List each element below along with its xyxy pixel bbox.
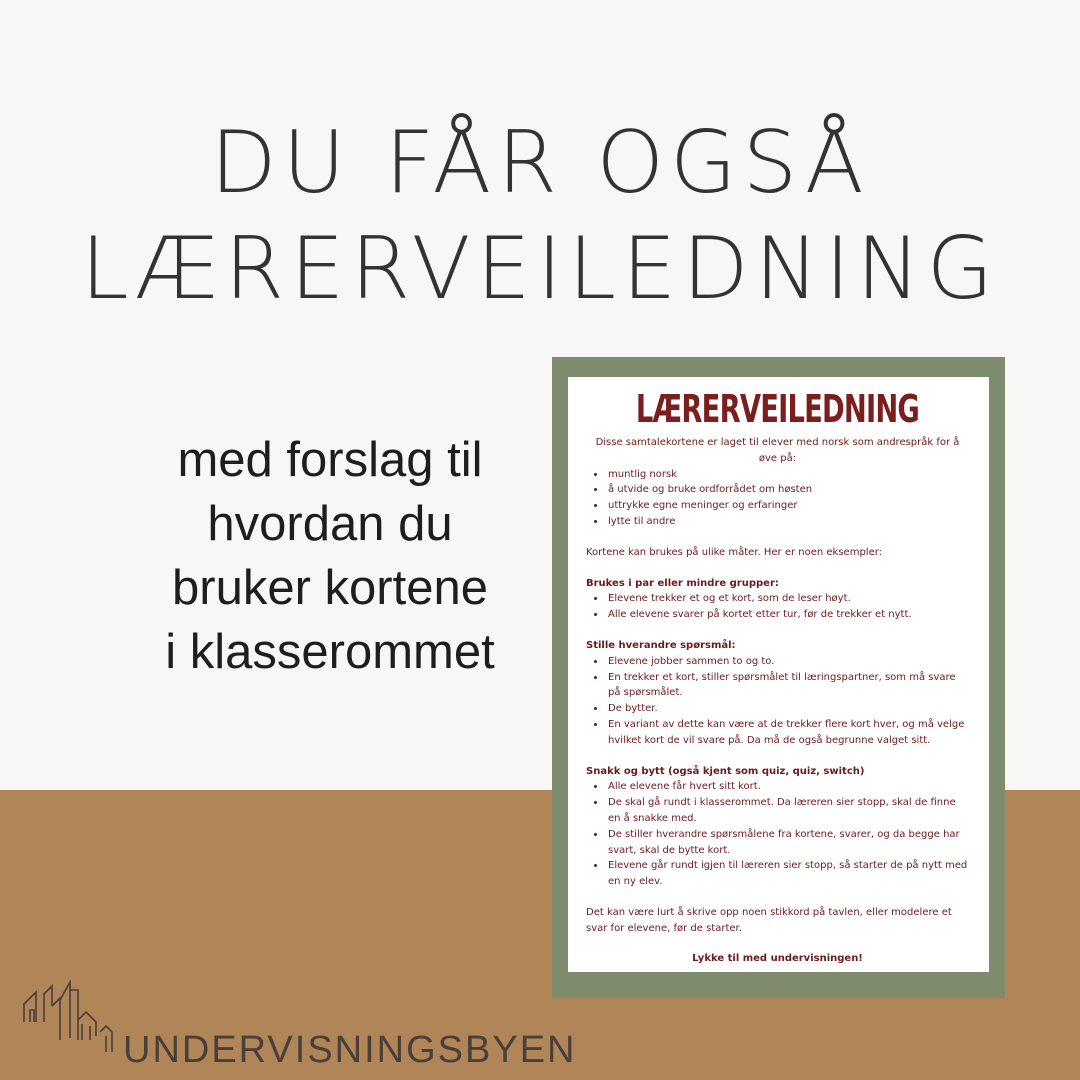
section-heading: Snakk og bytt (også kjent som quiz, quiz, switch): [586, 765, 865, 777]
section-list: [586, 591, 969, 623]
section-list: [586, 654, 969, 749]
headline: [0, 110, 1080, 322]
list-item: • De skal gå rundt i klasserommet. Da læreren sier stopp, skal de finne en å snakke med.: [606, 795, 969, 827]
headline-line-2: LÆRERVEILEDNING: [80, 219, 1000, 319]
list-item: • En trekker et kort, stiller spørsmålet til læringspartner, som må svare på spørsmålet.: [606, 670, 969, 702]
headline-line-1: DU FÅR OGSÅ: [210, 113, 870, 213]
subtext-line-3: bruker kortene: [172, 561, 488, 615]
list-item: • En variant av dette kan være at de trekker flere kort hver, og må velge hvilket kort de vil svare på. Da må de også begrunne valget sitt.: [606, 717, 969, 749]
list-item: • De stiller hverandre spørsmålene fra kortene, svarer, og da begge har svart, skal de bytte kort.: [606, 827, 969, 859]
subtext-line-2: hvordan du: [207, 497, 453, 551]
goals-list: [586, 467, 969, 530]
subtext: [60, 428, 600, 684]
document-tip: Det kan være lurt å skrive opp noen stikkord på tavlen, eller modelere et svar for elevene, før de starter.: [586, 906, 952, 934]
subtext-line-4: i klasserommet: [165, 625, 495, 679]
list-item: • Alle elevene svarer på kortet etter tur, før de trekker et nytt.: [606, 607, 969, 623]
list-item: • Elevene trekker et og et kort, som de leser høyt.: [606, 591, 969, 607]
document-closing: Lykke til med undervisningen!: [692, 952, 863, 964]
section-heading: Stille hverandre spørsmål:: [586, 639, 736, 651]
subtext-line-1: med forslag til: [177, 433, 483, 487]
list-item: • uttrykke egne meninger og erfaringer: [606, 498, 969, 514]
document-page: [568, 377, 989, 972]
brand-name: UNDERVISNINGSBYEN: [123, 1029, 577, 1071]
document-intro: Disse samtalekortene er laget til elever med norsk som andrespråk for å øve på:: [595, 437, 960, 464]
document-preview-frame: [552, 357, 1005, 998]
list-item: • muntlig norsk: [606, 467, 969, 483]
list-item: • De bytter.: [606, 701, 969, 717]
usage-intro: Kortene kan brukes på ulike måter. Her er noen eksempler:: [586, 546, 883, 558]
list-item: • lytte til andre: [606, 514, 969, 530]
list-item: • å utvide og bruke ordforrådet om høsten: [606, 482, 969, 498]
list-item: • Elevene går rundt igjen til læreren sier stopp, så starter de på nytt med en ny elev.: [606, 858, 969, 890]
document-title: LÆRERVEILEDNING: [635, 387, 920, 431]
section-list: [586, 779, 969, 890]
list-item: • Alle elevene får hvert sitt kort.: [606, 779, 969, 795]
section-heading: Brukes i par eller mindre grupper:: [586, 577, 779, 589]
list-item: • Elevene jobber sammen to og to.: [606, 654, 969, 670]
